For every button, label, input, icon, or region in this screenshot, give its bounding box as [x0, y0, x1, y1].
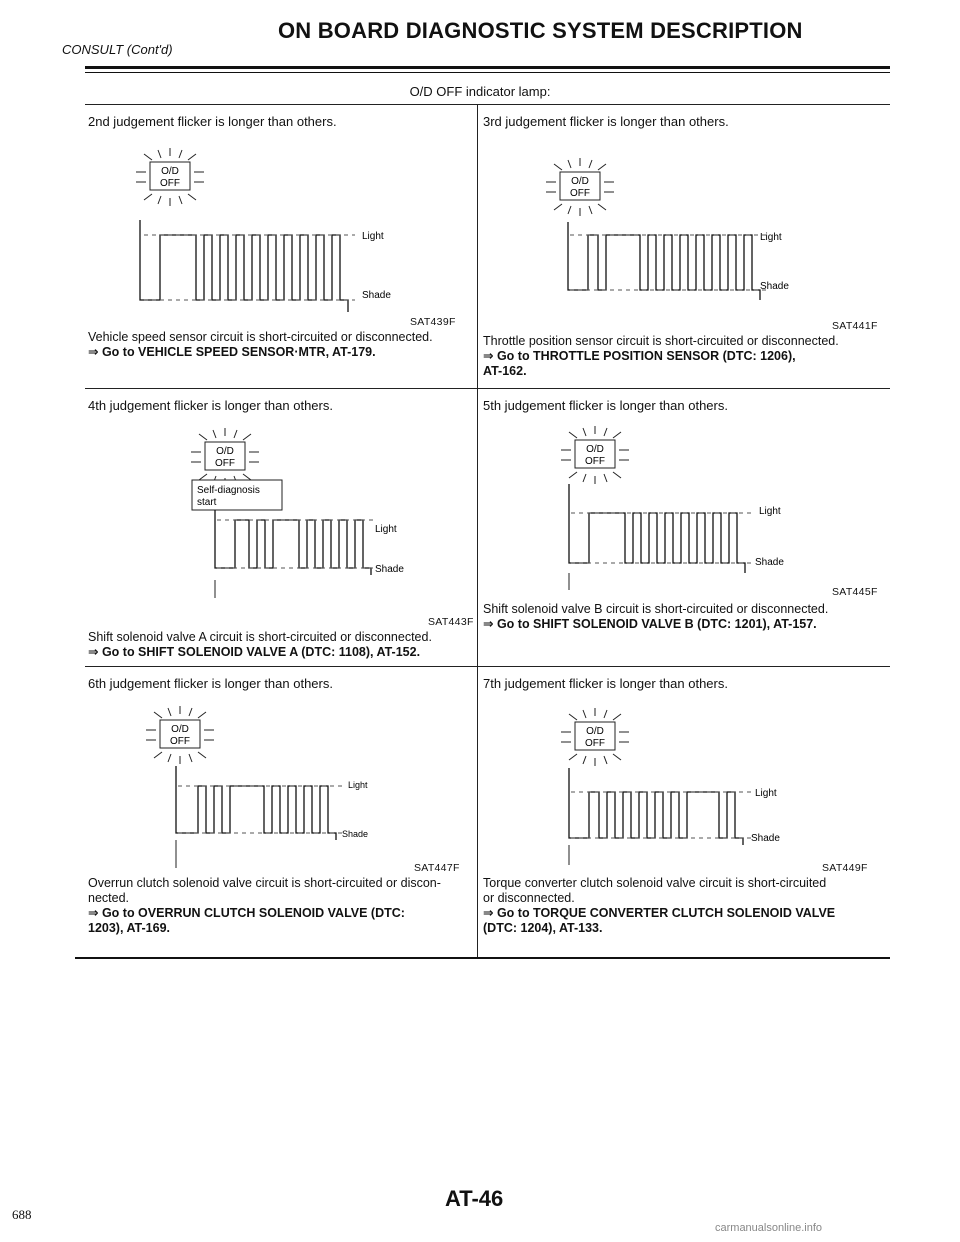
- page-subtitle: CONSULT (Cont'd): [62, 42, 173, 57]
- light-label: Light: [760, 232, 782, 243]
- shade-label: Shade: [362, 290, 391, 301]
- cell-7th-goto-line1: ⇒ Go to TORQUE CONVERTER CLUTCH SOLENOID VALVE: [483, 906, 836, 920]
- cell-3rd-description: [483, 334, 883, 379]
- cell-3rd-title: 3rd judgement flicker is longer than others.: [483, 114, 729, 129]
- flicker-diagram-2nd: [130, 140, 450, 320]
- cell-6th-goto-line2: 1203), AT-169.: [88, 921, 170, 935]
- cell-4th-title: 4th judgement flicker is longer than others.: [88, 398, 333, 413]
- row-divider-1: [85, 388, 890, 389]
- cell-5th-title: 5th judgement flicker is longer than others.: [483, 398, 728, 413]
- lamp-label-od: O/D: [586, 726, 604, 737]
- cell-6th-description: [88, 876, 473, 936]
- flicker-waveform: [569, 484, 745, 573]
- watermark: carmanualsonline.info: [715, 1222, 823, 1234]
- od-off-lamp-icon: [561, 708, 629, 766]
- flicker-diagram-3rd: [540, 150, 860, 330]
- shade-label: Shade: [751, 833, 780, 844]
- light-label: Light: [375, 524, 397, 535]
- cell-6th-goto-line1: ⇒ Go to OVERRUN CLUTCH SOLENOID VALVE (DTC:: [88, 906, 405, 920]
- page-title: ON BOARD DIAGNOSTIC SYSTEM DESCRIPTION: [278, 18, 803, 43]
- cell-5th-description: [483, 602, 883, 632]
- flicker-diagram-4th: [185, 420, 445, 600]
- lamp-label-off: OFF: [160, 178, 180, 189]
- self-diag-line2: start: [197, 497, 217, 508]
- column-divider: [477, 104, 478, 958]
- figure-code-sat449f: SAT449F: [822, 862, 868, 874]
- cell-6th-desc-line2: nected.: [88, 891, 130, 905]
- shade-label: Shade: [755, 557, 784, 568]
- od-off-lamp-icon: [191, 428, 259, 486]
- od-off-lamp-icon: [146, 706, 214, 764]
- figure-code-sat447f: SAT447F: [414, 862, 460, 874]
- flicker-diagram-7th: [555, 700, 855, 870]
- cell-3rd-goto-line2: AT-162.: [483, 364, 527, 378]
- lamp-label-off: OFF: [170, 736, 190, 747]
- shade-label: Shade: [760, 281, 789, 292]
- lamp-label-od: O/D: [586, 444, 604, 455]
- lamp-caption: O/D OFF indicator lamp:: [409, 84, 551, 99]
- flicker-diagram-6th: [140, 698, 440, 878]
- cell-5th-goto-line1: ⇒ Go to SHIFT SOLENOID VALVE B (DTC: 1201), AT-157.: [483, 617, 817, 631]
- od-off-lamp-icon: [561, 426, 629, 484]
- header-rule-thick: [85, 66, 890, 69]
- figure-code-sat445f: SAT445F: [832, 586, 878, 598]
- table-bottom-border: [75, 957, 890, 959]
- lamp-label-off: OFF: [585, 738, 605, 749]
- cell-4th-goto-line1: ⇒ Go to SHIFT SOLENOID VALVE A (DTC: 1108), AT-152.: [88, 645, 421, 659]
- cell-4th-desc-line1: Shift solenoid valve A circuit is short-circuited or disconnected.: [88, 630, 432, 644]
- corner-page-number: 688: [12, 1207, 32, 1222]
- light-label: Light: [348, 780, 368, 790]
- self-diag-line1: Self-diagnosis: [197, 485, 260, 496]
- lamp-label-off: OFF: [585, 456, 605, 467]
- cell-5th-desc-line1: Shift solenoid valve B circuit is short-circuited or disconnected.: [483, 602, 829, 616]
- figure-code-sat443f: SAT443F: [428, 616, 474, 628]
- shade-label: Shade: [375, 564, 404, 575]
- flicker-waveform: [176, 766, 336, 840]
- cell-7th-desc-line1: Torque converter clutch solenoid valve circuit is short-circuited: [483, 876, 827, 890]
- cell-6th-title: 6th judgement flicker is longer than others.: [88, 676, 333, 691]
- row-divider-2: [85, 666, 890, 667]
- light-label: Light: [755, 788, 777, 799]
- cell-3rd-desc-line1: Throttle position sensor circuit is short-circuited or disconnected.: [483, 334, 839, 348]
- cell-2nd-title: 2nd judgement flicker is longer than others.: [88, 114, 337, 129]
- table-top-border: [85, 104, 890, 105]
- cell-7th-title: 7th judgement flicker is longer than others.: [483, 676, 728, 691]
- cell-2nd-description: [88, 330, 473, 360]
- light-label: Light: [362, 231, 384, 242]
- figure-code-sat439f: SAT439F: [410, 316, 456, 328]
- lamp-label-off: OFF: [215, 458, 235, 469]
- cell-7th-goto-line2: (DTC: 1204), AT-133.: [483, 921, 603, 935]
- figure-code-sat441f: SAT441F: [832, 320, 878, 332]
- light-label: Light: [759, 506, 781, 517]
- header-rule-thin: [85, 72, 890, 73]
- lamp-label-od: O/D: [571, 176, 589, 187]
- od-off-lamp-icon: [546, 158, 614, 216]
- flicker-waveform: [140, 220, 348, 312]
- flicker-diagram-5th: [555, 418, 855, 593]
- lamp-label-od: O/D: [216, 446, 234, 457]
- flicker-waveform: [569, 768, 743, 845]
- cell-2nd-goto-line1: ⇒ Go to VEHICLE SPEED SENSOR·MTR, AT-179.: [88, 345, 376, 359]
- cell-4th-description: [88, 630, 473, 660]
- lamp-label-od: O/D: [171, 724, 189, 735]
- lamp-label-od: O/D: [161, 166, 179, 177]
- cell-6th-desc-line1: Overrun clutch solenoid valve circuit is short-circuited or discon-: [88, 876, 441, 890]
- cell-3rd-goto-line1: ⇒ Go to THROTTLE POSITION SENSOR (DTC: 1206),: [483, 349, 796, 363]
- page-number: AT-46: [445, 1186, 504, 1211]
- cell-7th-desc-line2: or disconnected.: [483, 891, 575, 905]
- cell-7th-description: [483, 876, 883, 936]
- cell-2nd-desc-line1: Vehicle speed sensor circuit is short-circuited or disconnected.: [88, 330, 433, 344]
- self-diagnosis-start-box: [192, 480, 282, 510]
- od-off-lamp-icon: [136, 148, 204, 206]
- flicker-waveform: [568, 222, 760, 300]
- shade-label: Shade: [342, 829, 369, 839]
- lamp-label-off: OFF: [570, 188, 590, 199]
